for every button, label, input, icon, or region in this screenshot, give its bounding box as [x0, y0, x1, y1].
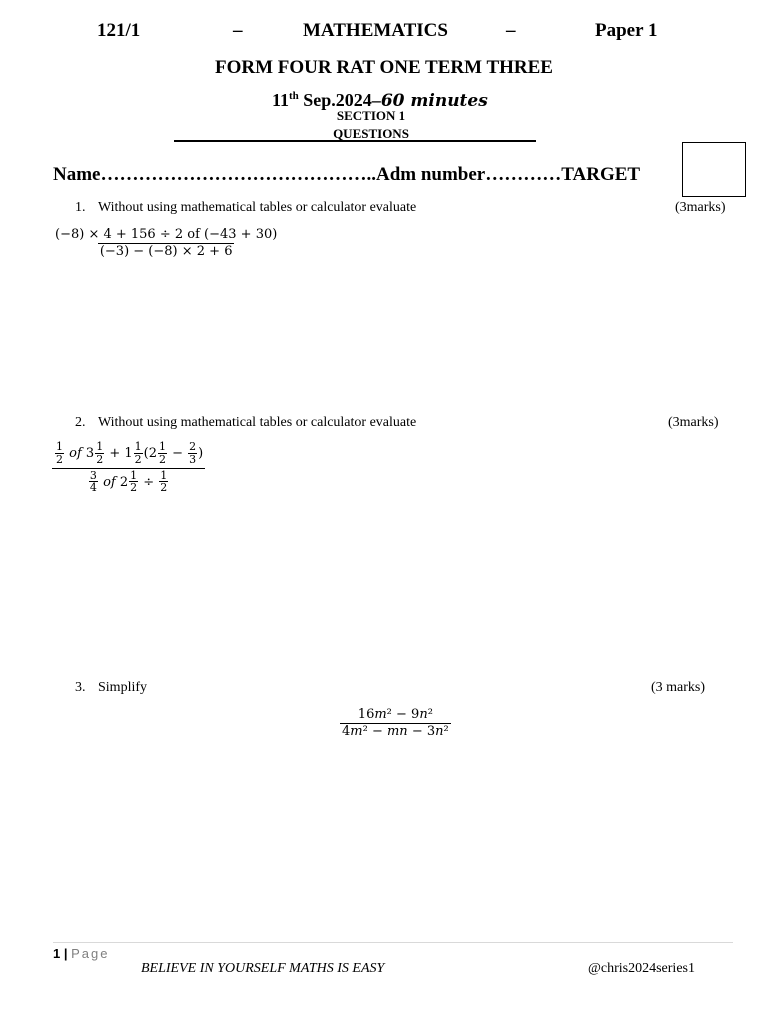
- section-label: SECTION 1: [336, 108, 406, 123]
- student-details-line: Name……………………………………..Adm number…………TARGET: [53, 164, 641, 185]
- paper-code: 121/1: [97, 20, 141, 41]
- page-number: 1 | Page: [53, 946, 110, 961]
- exam-date: 11th Sep.2024–60 minutes: [272, 90, 488, 111]
- question-1-numerator: (−8) × 4 + 156 ÷ 2 of (−43 + 30): [55, 227, 278, 242]
- question-1-denominator: (−3) − (−8) × 2 + 6: [99, 243, 233, 259]
- paper-label: Paper 1: [595, 20, 658, 41]
- question-3-number: 3.: [75, 680, 86, 695]
- footer-motto: BELIEVE IN YOURSELF MATHS IS EASY: [141, 961, 385, 976]
- question-1-number: 1.: [75, 200, 86, 215]
- question-3-text: Simplify: [98, 680, 148, 695]
- header-rule: [174, 140, 536, 142]
- question-2-expression: $\frac{1}{2}$ of 3 $\frac{1}{2}$ + 1 $\frac{1}{2}$ (2 $\frac{1}{2}$ − $\frac{2}{3}$ ) $\frac{3}{4}$ of 2 $\frac{1}{2}$ ÷ $\frac{1}{2}$: [52, 441, 205, 494]
- question-3-expression: $\frac{\text{16m² − 9n²}}{\text{4m² − mn − 3n²}}$: [342, 707, 449, 739]
- header-dash: –: [506, 20, 516, 41]
- question-3-marks: (3 marks): [651, 680, 706, 695]
- subject-title: MATHEMATICS: [303, 20, 448, 41]
- exam-title: FORM FOUR RAT ONE TERM THREE: [215, 57, 553, 78]
- question-2-marks: (3marks): [668, 415, 719, 430]
- header-dash: –: [233, 20, 243, 41]
- question-1-text: Without using mathematical tables or calculator evaluate: [98, 200, 417, 215]
- question-1-marks: (3marks): [675, 200, 726, 215]
- questions-label: QUESTIONS: [333, 126, 409, 141]
- footer-handle: @chris2024series1: [588, 961, 695, 976]
- question-2-text: Without using mathematical tables or calculator evaluate: [98, 415, 417, 430]
- footer-rule: [53, 942, 733, 943]
- question-1-expression: [53, 227, 279, 260]
- question-2-number: 2.: [75, 415, 86, 430]
- target-score-box: [682, 142, 746, 197]
